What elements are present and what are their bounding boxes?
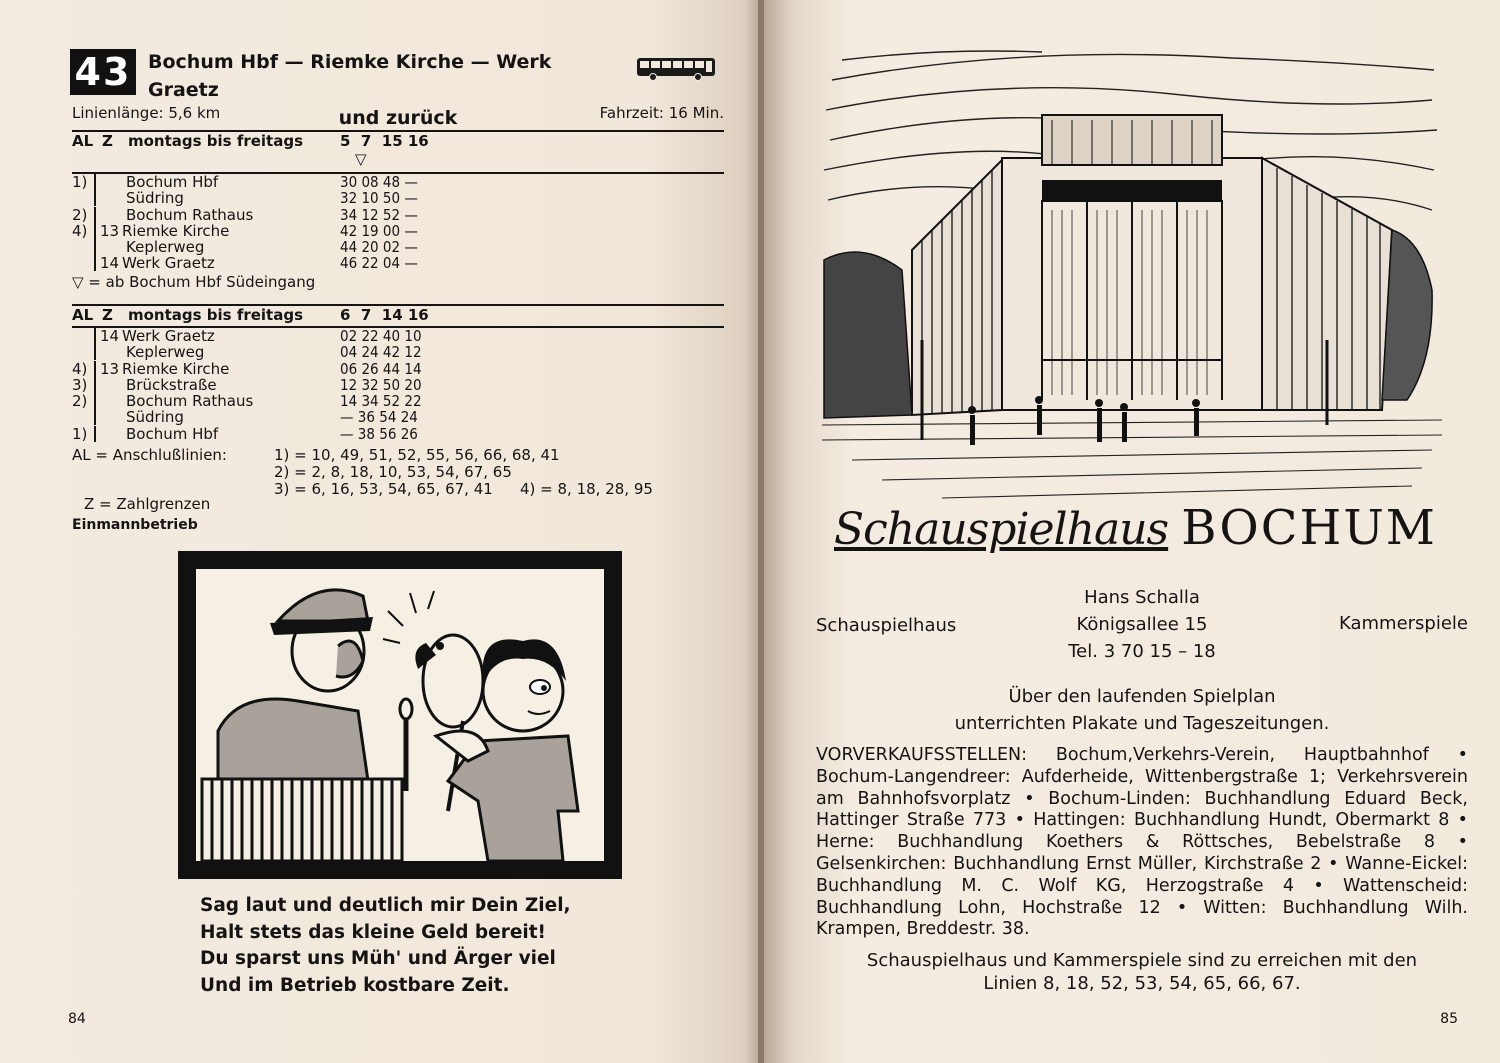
stop-al: 4) bbox=[72, 359, 88, 378]
page-number-left: 84 bbox=[68, 1011, 86, 1027]
column-divider bbox=[94, 255, 96, 271]
stop-times: 42 19 00 — bbox=[340, 221, 418, 240]
theatre-logo bbox=[834, 500, 1454, 580]
z-note: Z = Zahlgrenzen bbox=[84, 495, 211, 513]
cartoon-illustration bbox=[178, 551, 622, 879]
timetable-row bbox=[72, 426, 724, 442]
timetable-return bbox=[72, 304, 724, 442]
marker-note: ▽ = ab Bochum Hbf Südeingang bbox=[72, 273, 316, 291]
route-duration: Fahrzeit: 16 Min. bbox=[599, 104, 724, 122]
column-divider bbox=[94, 223, 96, 239]
stop-name: Werk Graetz bbox=[122, 327, 215, 345]
stop-name: Bochum Hbf bbox=[126, 173, 219, 191]
header-days: montags bis freitags bbox=[128, 306, 304, 324]
column-divider bbox=[94, 344, 96, 360]
venue-left: Schauspielhaus bbox=[816, 615, 957, 636]
header-z: Z bbox=[102, 132, 113, 150]
operation-note: Einmannbetrieb bbox=[72, 517, 198, 533]
timetable-row bbox=[72, 255, 724, 271]
phone: Tel. 3 70 15 – 18 bbox=[1068, 641, 1216, 662]
stop-name: Keplerweg bbox=[126, 238, 205, 257]
bus-icon bbox=[636, 56, 716, 82]
stop-name: Riemke Kirche bbox=[122, 359, 230, 378]
page-number-right: 85 bbox=[1440, 1011, 1458, 1027]
timetable-row bbox=[72, 393, 724, 409]
timetable-row bbox=[72, 409, 724, 425]
timetable-header bbox=[72, 130, 724, 174]
stop-name: Brückstraße bbox=[126, 375, 217, 394]
stop-times: 44 20 02 — bbox=[340, 238, 418, 257]
route-meta bbox=[72, 104, 724, 122]
logo-caps: BOCHUM bbox=[1181, 500, 1437, 556]
stop-name: Werk Graetz bbox=[122, 254, 215, 273]
address: Königsallee 15 bbox=[1076, 614, 1208, 635]
stop-name: Südring bbox=[126, 408, 184, 427]
slogan-line: Halt stets das kleine Geld bereit! bbox=[200, 921, 546, 943]
column-divider bbox=[94, 361, 96, 377]
timetable-row bbox=[72, 190, 724, 206]
stop-name: Südring bbox=[126, 189, 184, 208]
al-label: AL = Anschlußlinien: bbox=[72, 446, 227, 464]
column-divider bbox=[94, 328, 96, 344]
stop-al: 1) bbox=[72, 424, 88, 443]
column-divider bbox=[94, 393, 96, 409]
route-length: Linienlänge: 5,6 km bbox=[72, 104, 221, 122]
slogan-line: Sag laut und deutlich mir Dein Ziel, bbox=[200, 895, 571, 916]
stop-z: 14 bbox=[100, 254, 120, 273]
column-divider bbox=[94, 190, 96, 206]
stop-times: 02 22 40 10 bbox=[340, 327, 422, 345]
column-divider bbox=[94, 377, 96, 393]
stop-times: 34 12 52 — bbox=[340, 205, 418, 224]
reach-line2: Linien 8, 18, 52, 53, 54, 65, 66, 67. bbox=[983, 973, 1301, 994]
header-al: AL bbox=[72, 132, 94, 150]
stop-times: 30 08 48 — bbox=[340, 173, 418, 191]
stop-name: Bochum Rathaus bbox=[126, 205, 254, 224]
stop-al: 2) bbox=[72, 205, 88, 224]
timetable-row bbox=[72, 377, 724, 393]
slogan-line: Du sparst uns Müh' und Ärger viel bbox=[200, 948, 556, 969]
theatre-building-drawing bbox=[822, 40, 1442, 510]
column-divider bbox=[94, 207, 96, 223]
ticket-outlets bbox=[816, 745, 1468, 941]
column-divider bbox=[94, 239, 96, 255]
header-times: 6 7 14 16 bbox=[340, 306, 429, 324]
stop-name: Riemke Kirche bbox=[122, 221, 230, 240]
header-times: 5 7 15 16 bbox=[340, 132, 429, 150]
timetable-rows bbox=[72, 328, 724, 442]
reach-line1: Schauspielhaus und Kammerspiele sind zu erreichen mit den bbox=[866, 950, 1418, 971]
al-line-2: 2) = 2, 8, 18, 10, 53, 54, 67, 65 bbox=[274, 463, 512, 481]
program-note-line2: unterrichten Plakate und Tageszeitungen. bbox=[954, 713, 1330, 734]
header-z: Z bbox=[102, 306, 113, 324]
slogan-line: Und im Betrieb kostbare Zeit. bbox=[200, 974, 510, 996]
al-line-1: 1) = 10, 49, 51, 52, 55, 56, 66, 68, 41 bbox=[274, 446, 560, 464]
timetable-row bbox=[72, 328, 724, 344]
stop-times: 14 34 52 22 bbox=[340, 392, 422, 411]
stop-al: 4) bbox=[72, 221, 88, 240]
al-line-3: 3) = 6, 16, 53, 54, 65, 67, 41 bbox=[274, 480, 493, 498]
column-divider bbox=[94, 174, 96, 190]
line-number-badge: 43 bbox=[70, 49, 136, 95]
column-divider bbox=[94, 426, 96, 442]
timetable-row bbox=[72, 207, 724, 223]
program-note-line1: Über den laufenden Spielplan bbox=[1008, 686, 1276, 707]
timetable-row bbox=[72, 174, 724, 190]
stop-times: — 36 54 24 bbox=[340, 408, 418, 427]
stop-name: Keplerweg bbox=[126, 343, 205, 362]
timetable-row bbox=[72, 361, 724, 377]
stop-times: 32 10 50 — bbox=[340, 189, 418, 208]
stop-name: Bochum Rathaus bbox=[126, 392, 254, 411]
right-page bbox=[764, 0, 1500, 1063]
slogan bbox=[200, 893, 571, 999]
stop-al: 3) bbox=[72, 375, 88, 394]
route-title-line2: und zurück bbox=[338, 107, 458, 129]
header-days: montags bis freitags bbox=[128, 132, 304, 150]
timetable-row bbox=[72, 223, 724, 239]
timetable-row bbox=[72, 239, 724, 255]
stop-times: 46 22 04 — bbox=[340, 254, 418, 273]
stop-times: 06 26 44 14 bbox=[340, 359, 422, 378]
timetable-rows bbox=[72, 174, 724, 272]
stop-times: 04 24 42 12 bbox=[340, 343, 422, 362]
stop-name: Bochum Hbf bbox=[126, 424, 219, 443]
stop-z: 13 bbox=[100, 221, 120, 240]
route-title-line1: Bochum Hbf — Riemke Kirche — Werk Graetz bbox=[148, 51, 552, 101]
header-al: AL bbox=[72, 306, 94, 324]
stop-times: — 38 56 26 bbox=[340, 424, 418, 443]
director: Hans Schalla bbox=[1084, 587, 1200, 608]
cartoon-drawing bbox=[178, 551, 622, 879]
al-line-4: 4) = 8, 18, 28, 95 bbox=[520, 480, 653, 498]
stop-z: 13 bbox=[100, 359, 120, 378]
logo-script: Schauspielhaus bbox=[834, 504, 1169, 555]
stop-al: 1) bbox=[72, 173, 88, 191]
header-marker: ▽ bbox=[355, 150, 367, 168]
stop-times: 12 32 50 20 bbox=[340, 375, 422, 394]
stop-z: 14 bbox=[100, 327, 120, 345]
timetable-outbound bbox=[72, 130, 724, 272]
program-note bbox=[816, 683, 1468, 737]
reach-note bbox=[816, 949, 1468, 995]
timetable-header bbox=[72, 304, 724, 328]
ticket-outlets-label: VORVERKAUFSSTELLEN: bbox=[816, 745, 1028, 765]
venue-right: Kammerspiele bbox=[1338, 613, 1468, 634]
column-divider bbox=[94, 409, 96, 425]
ticket-outlets-text: Bochum,Verkehrs-Verein, Hauptbahnhof • Bochum-Langendreer: Aufderheide, Wittenbergstraße 1; Verkehrsverein am Bahnhofsvorplatz • Bochum-Linden: Buchhandlung Eduard Beck, Hattinger Straße 773 • Hattingen: Buchhandlung Hundt, Obermarkt 8 • Herne: Buchhandlung Koethers & Röttsches, Bebelstraße 8 • Gelsenkirchen: Buchhandlung Ernst Müller, Kirchstraße 2 • Wanne-Eickel: Buchhandlung M. C. Wolf KG, Herzogstraße 4 • Wattenscheid: Buchhandlung Lohn, Hochstraße 12 • Witten: Buchhandlung Wilh. Krampen, Breddestr. 38. bbox=[816, 745, 1468, 940]
stop-al: 2) bbox=[72, 392, 88, 411]
timetable-row bbox=[72, 344, 724, 360]
